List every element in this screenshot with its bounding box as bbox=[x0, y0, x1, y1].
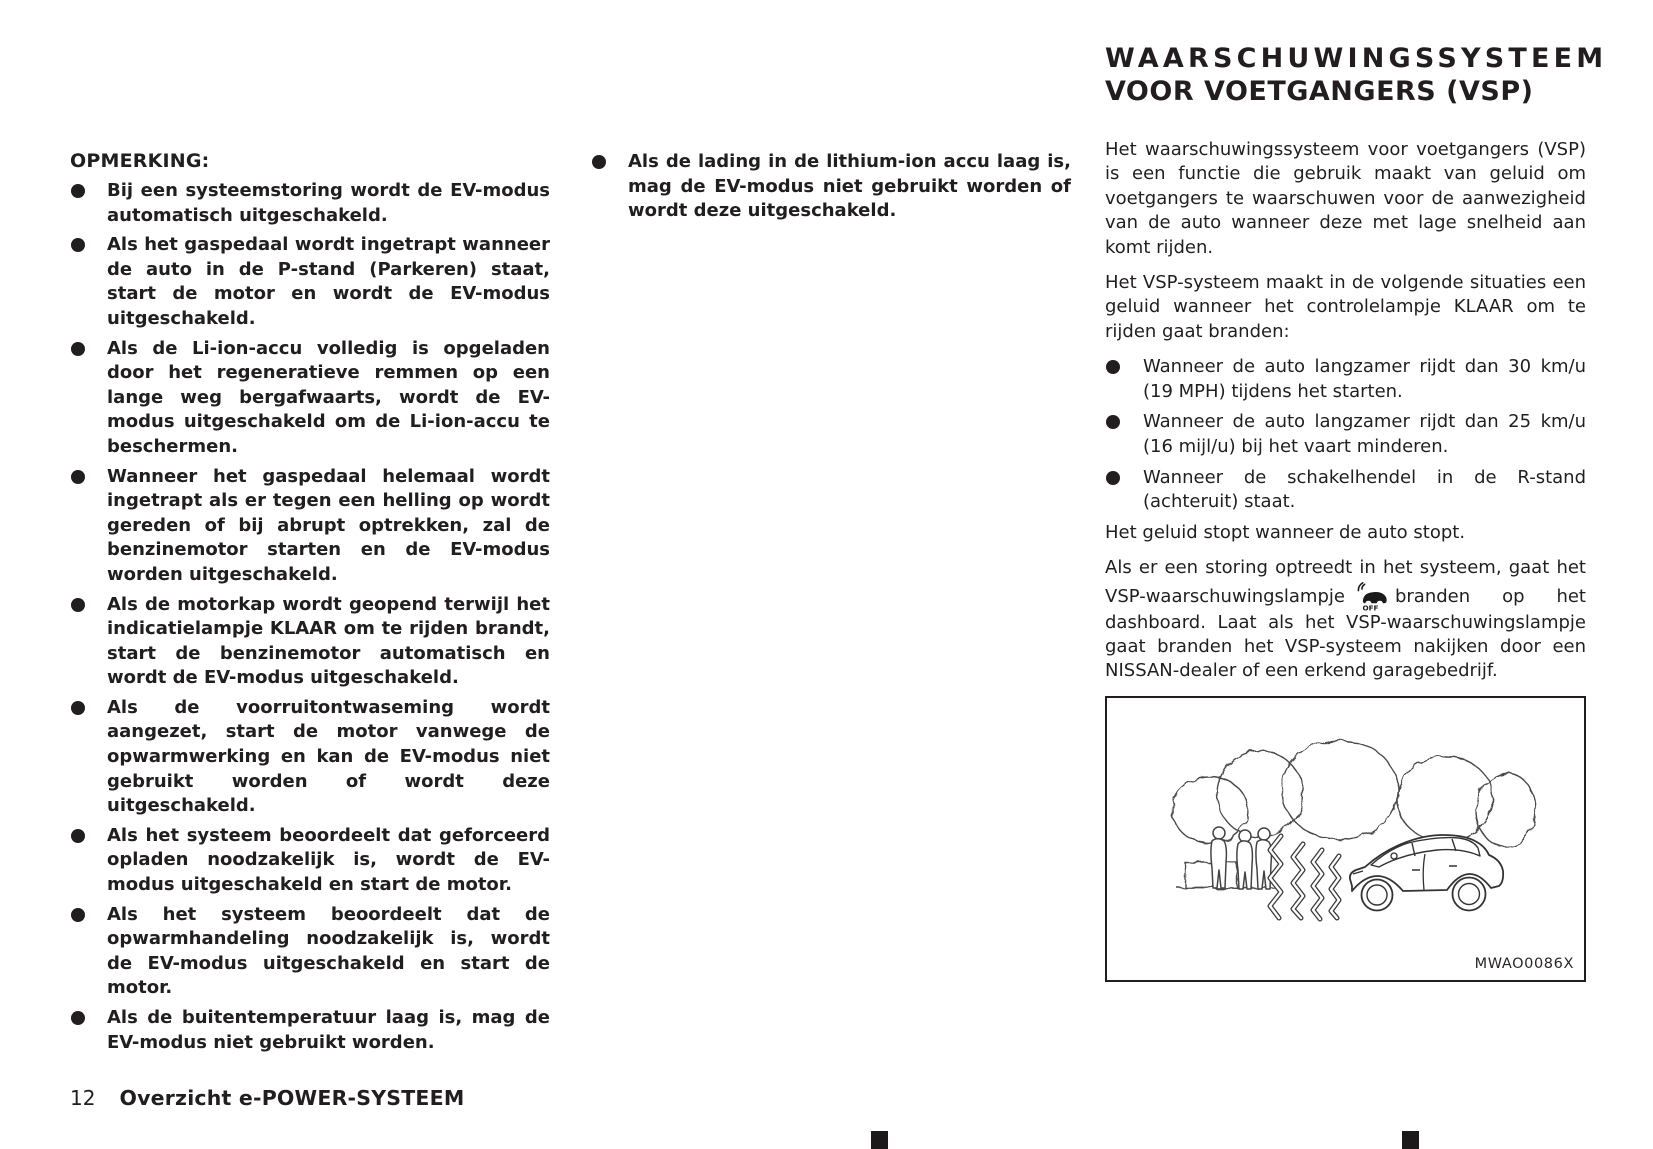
list-item-text: Als de motorkap wordt geopend terwijl het indicatielampje KLAAR om te rijden brandt, start de benzinemotor automatisch en wordt de EV-modus uitgeschakeld. bbox=[107, 593, 550, 689]
bullet-dot-icon bbox=[71, 1011, 85, 1025]
list-item bbox=[70, 465, 550, 588]
list-item bbox=[1105, 355, 1586, 404]
paragraph-fault-after: branden op het dashboard. Laat als het VSP-waarschuwingslampje gaat branden het VSP-systeem nakijken door een NISSAN-dealer of een erkend garagebedrijf. bbox=[1105, 585, 1586, 682]
middle-column bbox=[591, 150, 1071, 229]
list-item-text: Wanneer de auto langzamer rijdt dan 25 km/u (16 mijl/u) bij het vaart minderen. bbox=[1143, 411, 1586, 458]
bullet-dot-icon bbox=[71, 184, 85, 198]
vsp-off-warning-light-icon bbox=[1352, 581, 1388, 611]
list-item bbox=[70, 179, 550, 228]
figure-label: MWAO0086X bbox=[1474, 955, 1574, 972]
crop-mark bbox=[1402, 1131, 1419, 1149]
list-item-text: Als de Li-ion-accu volledig is opgeladen door het regeneratieve remmen op een lange weg bergafwaarts, wordt de EV-modus uitgeschakeld om de Li-ion-accu te beschermen. bbox=[107, 337, 550, 457]
paragraph-intro: Het waarschuwingssysteem voor voetgangers (VSP) is een functie die gebruik maakt van geluid om voetgangers te waarschuwen voor de aanwezigheid van de auto wanneer deze met lage snelheid aan komt rijden. bbox=[1105, 139, 1586, 258]
list-item bbox=[70, 593, 550, 691]
car-sketch bbox=[1350, 835, 1503, 911]
list-item bbox=[70, 233, 550, 331]
section-heading-line2: VOOR VOETGANGERS (VSP) bbox=[1105, 76, 1534, 107]
list-item bbox=[70, 903, 550, 1001]
list-item-text: Wanneer de auto langzamer rijdt dan 30 km/u (19 MPH) tijdens het starten. bbox=[1143, 356, 1586, 402]
list-item bbox=[70, 337, 550, 460]
list-item-text: Als de buitentemperatuur laag is, mag de EV-modus niet gebruikt worden. bbox=[107, 1007, 550, 1053]
list-item bbox=[70, 696, 550, 819]
bullet-dot-icon bbox=[71, 470, 85, 484]
bullet-dot-icon bbox=[1106, 471, 1120, 485]
paragraph-situations: Het VSP-systeem maakt in de volgende situaties een geluid wanneer het controlelampje KLAAR om te rijden gaat branden: bbox=[1105, 272, 1586, 342]
list-item bbox=[70, 1006, 550, 1055]
vsp-icon-off-label: OFF bbox=[1362, 603, 1379, 611]
list-item-text: Als het systeem beoordeelt dat geforceerd opladen noodzakelijk is, wordt de EV-modus uitgeschakeld en start de motor. bbox=[107, 824, 550, 896]
paragraph-fault-before: Als er een storing optreedt in het systeem, gaat het VSP-waarschuwingslampje bbox=[1105, 557, 1586, 607]
list-item-text: Als de voorruitontwaseming wordt aangezet, start de motor vanwege de opwarmwerking en kan de EV-modus niet gebruikt worden of wordt deze uitgeschakeld. bbox=[107, 696, 550, 817]
list-item bbox=[1105, 466, 1586, 515]
note-bullet-list bbox=[70, 179, 550, 1055]
list-item-text: Wanneer het gaspedaal helemaal wordt ingetrapt als er tegen een helling op wordt gereden of bij abrupt optrekken, zal de benzinemotor starten en de EV-modus worden uitgeschakeld. bbox=[107, 465, 550, 585]
vsp-illustration bbox=[1107, 698, 1584, 976]
bullet-dot-icon bbox=[1106, 360, 1120, 374]
vsp-condition-list bbox=[1105, 355, 1586, 515]
car-silhouette bbox=[1363, 592, 1387, 603]
bullet-dot-icon bbox=[1106, 415, 1120, 429]
list-item-text: Bij een systeemstoring wordt de EV-modus automatisch uitgeschakeld. bbox=[107, 180, 550, 226]
note-bullet-list-continued bbox=[591, 150, 1071, 224]
list-item-text: Als de lading in de lithium-ion accu laag is, mag de EV-modus niet gebruikt worden of wordt deze uitgeschakeld. bbox=[628, 151, 1071, 222]
bullet-dot-icon bbox=[592, 155, 606, 169]
page-number: 12 bbox=[70, 1086, 96, 1110]
bullet-dot-icon bbox=[71, 829, 85, 843]
note-heading: OPMERKING: bbox=[70, 150, 210, 172]
bullet-dot-icon bbox=[71, 342, 85, 356]
sound-wave-arc bbox=[1362, 584, 1365, 589]
sound-waves-sketch bbox=[1270, 836, 1339, 919]
page-footer bbox=[70, 1086, 464, 1110]
pedestrians-sketch bbox=[1211, 827, 1272, 889]
list-item-text: Als het gaspedaal wordt ingetrapt wanneer de auto in de P-stand (Parkeren) staat, start de motor en wordt de EV-modus uitgeschakeld. bbox=[107, 234, 550, 329]
bullet-dot-icon bbox=[71, 908, 85, 922]
paragraph-fault bbox=[1105, 556, 1586, 684]
vsp-illustration-figure bbox=[1105, 696, 1586, 982]
list-item bbox=[591, 150, 1071, 224]
paragraph-stop: Het geluid stopt wanneer de auto stopt. bbox=[1105, 521, 1466, 543]
car-wheel bbox=[1378, 601, 1382, 605]
section-heading-line1: WAARSCHUWINGSSYSTEEM bbox=[1105, 43, 1608, 74]
list-item-text: Wanneer de schakelhendel in de R-stand (achteruit) staat. bbox=[1143, 466, 1586, 513]
right-column bbox=[1105, 42, 1608, 982]
footer-section-title: Overzicht e-POWER-SYSTEEM bbox=[119, 1086, 465, 1110]
bullet-dot-icon bbox=[71, 701, 85, 715]
crop-mark bbox=[871, 1131, 888, 1149]
list-item bbox=[70, 824, 550, 898]
bullet-dot-icon bbox=[71, 598, 85, 612]
bullet-dot-icon bbox=[71, 238, 85, 252]
left-column bbox=[70, 150, 550, 1060]
list-item bbox=[1105, 410, 1586, 459]
section-heading bbox=[1105, 42, 1608, 108]
trees-sketch bbox=[1172, 740, 1536, 847]
list-item-text: Als het systeem beoordeelt dat de opwarmhandeling noodzakelijk is, wordt de EV-modus uitgeschakeld en start de motor. bbox=[107, 903, 550, 999]
